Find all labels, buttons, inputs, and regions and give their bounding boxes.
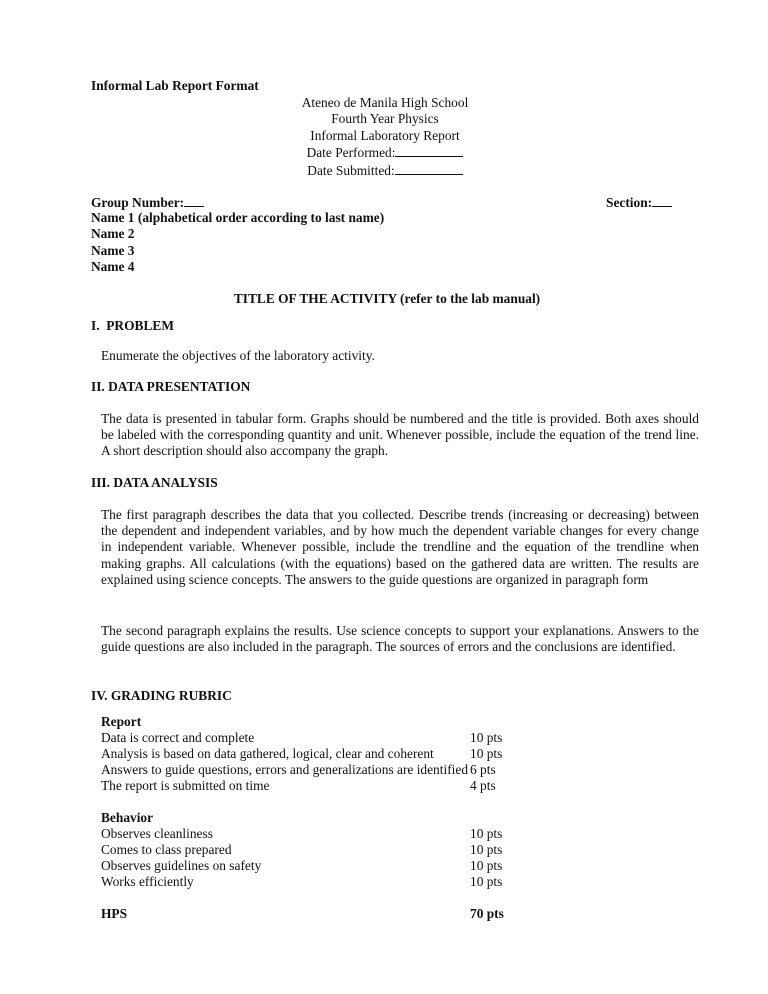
- header-block: [240, 95, 530, 179]
- rubric-total: [101, 906, 601, 922]
- rubric-report-group: [101, 714, 601, 794]
- date-performed: [240, 144, 530, 161]
- group-number-field[interactable]: [184, 194, 204, 207]
- rubric-row: [101, 874, 601, 890]
- rubric-total-label: HPS: [101, 906, 128, 921]
- rubric-row: [101, 746, 601, 762]
- document-heading: Informal Lab Report Format: [91, 78, 259, 93]
- rubric-points: 10 pts: [470, 874, 503, 890]
- school-name: Ateneo de Manila High School: [301, 95, 469, 110]
- activity-title: TITLE OF THE ACTIVITY (refer to the lab manual): [233, 291, 541, 306]
- section-heading-problem: I. PROBLEM: [91, 318, 174, 333]
- rubric-points: 4 pts: [470, 778, 496, 794]
- data-analysis-paragraph-2: The second paragraph explains the results. Use science concepts to support your explanations. Answers to the guide questions are also included in the paragraph. The sources of errors and the conclusions are identified.: [101, 623, 699, 655]
- date-submitted-label: Date Submitted:: [307, 162, 395, 178]
- rubric-criterion: Observes cleanliness: [101, 826, 213, 842]
- member-name-3: Name 3: [91, 243, 135, 258]
- member-name-1: Name 1 (alphabetical order according to last name): [91, 210, 385, 225]
- date-performed-field[interactable]: [395, 144, 463, 157]
- member-name-4: Name 4: [91, 259, 135, 274]
- rubric-row: [101, 762, 601, 778]
- section-heading-data-analysis: III. DATA ANALYSIS: [91, 475, 218, 490]
- rubric-criterion: Data is correct and complete: [101, 730, 255, 746]
- rubric-row: [101, 826, 601, 842]
- section-label: Section:: [606, 195, 653, 210]
- rubric-criterion: Answers to guide questions, errors and generalizations are identified: [101, 762, 469, 778]
- data-presentation-text: The data is presented in tabular form. Graphs should be numbered and the title is provided. Both axes should be labeled with the corresponding quantity and unit. Whenever possible, include the equation of the trend line. A short description should also accompany the graph.: [101, 411, 699, 459]
- rubric-report-title: Report: [101, 714, 142, 729]
- rubric-row: [101, 778, 601, 794]
- group-number: [91, 194, 204, 211]
- rubric-points: 10 pts: [470, 858, 503, 874]
- section-heading-grading-rubric: IV. GRADING RUBRIC: [91, 688, 232, 703]
- section-field[interactable]: [652, 194, 672, 207]
- rubric-row: [101, 730, 601, 746]
- date-submitted-field[interactable]: [395, 162, 463, 175]
- section-heading-data-presentation: II. DATA PRESENTATION: [91, 379, 251, 394]
- date-submitted: [240, 162, 530, 179]
- section: [606, 194, 672, 211]
- course-name: Fourth Year Physics: [331, 111, 439, 127]
- date-performed-label: Date Performed:: [306, 145, 396, 161]
- rubric-criterion: Observes guidelines on safety: [101, 858, 262, 874]
- rubric-total-row: [101, 906, 601, 922]
- rubric-points: 10 pts: [470, 730, 503, 746]
- rubric-points: 10 pts: [470, 826, 503, 842]
- report-type: Informal Laboratory Report: [310, 127, 460, 143]
- rubric-total-points: 70 pts: [470, 906, 504, 921]
- rubric-criterion: The report is submitted on time: [101, 778, 270, 794]
- rubric-behavior-group: [101, 810, 601, 890]
- rubric-behavior-title: Behavior: [101, 810, 154, 825]
- rubric-criterion: Works efficiently: [101, 874, 194, 890]
- rubric-criterion: Analysis is based on data gathered, logical, clear and coherent: [101, 746, 434, 762]
- rubric-row: [101, 858, 601, 874]
- rubric-points: 10 pts: [470, 842, 503, 858]
- member-name-2: Name 2: [91, 226, 135, 241]
- rubric-row: [101, 842, 601, 858]
- group-number-label: Group Number:: [91, 195, 185, 210]
- rubric-criterion: Comes to class prepared: [101, 842, 232, 858]
- data-analysis-paragraph-1: The first paragraph describes the data that you collected. Describe trends (increasing or decreasing) between the dependent and independent variables, and by how much the dependent variable changes for every change in independent variable. Whenever possible, include the trendline and the equation of the trendline when making graphs. All calculations (with the equations) based on the gathered data are written. The results are explained using science concepts. The answers to the guide questions are organized in paragraph form: [101, 507, 699, 587]
- problem-text: Enumerate the objectives of the laboratory activity.: [101, 348, 375, 363]
- rubric-points: 6 pts: [470, 762, 496, 778]
- rubric-points: 10 pts: [470, 746, 503, 762]
